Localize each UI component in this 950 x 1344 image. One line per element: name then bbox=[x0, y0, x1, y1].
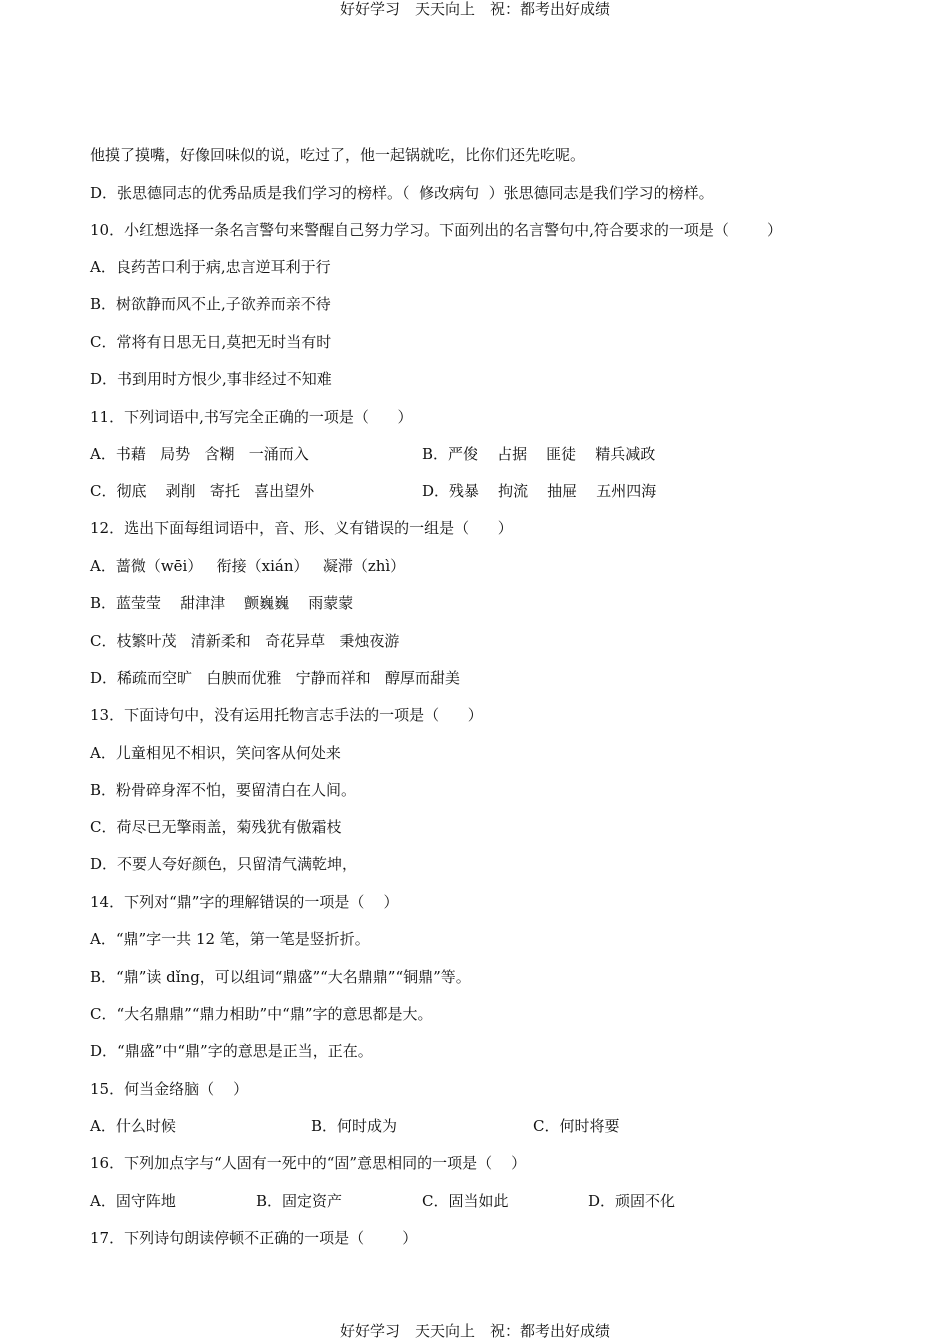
question-14: 14．下列对“鼎”字的理解错误的一项是（ ） bbox=[90, 893, 399, 911]
question-11: 11．下列词语中,书写完全正确的一项是（ ） bbox=[90, 408, 413, 426]
question-13: 13．下面诗句中，没有运用托物言志手法的一项是（ ） bbox=[90, 706, 483, 724]
q10-option-d: D．书到用时方恨少,事非经过不知难 bbox=[90, 370, 332, 388]
q13-option-c: C．荷尽已无擎雨盖，菊残犹有傲霜枝 bbox=[90, 818, 342, 836]
question-15: 15．何当金络脑（ ） bbox=[90, 1080, 249, 1098]
question-10: 10．小红想选择一条名言警句来警醒自己努力学习。下面列出的名言警句中,符合要求的一项是（ ） bbox=[90, 221, 783, 239]
q16-option-a: A．固守阵地 bbox=[90, 1192, 176, 1210]
q11-option-b: B．严俊 占据 匪徒 精兵减政 bbox=[422, 445, 656, 463]
q13-option-d: D．不要人夸好颜色，只留清气满乾坤， bbox=[90, 855, 358, 873]
q11-option-c: C．彻底 剥削 寄托 喜出望外 bbox=[90, 482, 315, 500]
q15-option-a: A．什么时候 bbox=[90, 1117, 176, 1135]
option-d-revised-sentence: D．张思德同志的优秀品质是我们学习的榜样。（ 修改病句 ）张思德同志是我们学习的榜样。 bbox=[90, 184, 714, 202]
q14-option-c: C．“大名鼎鼎”“鼎力相助”中“鼎”字的意思都是大。 bbox=[90, 1005, 433, 1023]
continuation-text: 他摸了摸嘴，好像回味似的说，吃过了，他一起锅就吃，比你们还先吃呢。 bbox=[90, 146, 586, 164]
question-16: 16．下列加点字与“人固有一死中的“固”意思相同的一项是（ ） bbox=[90, 1154, 527, 1172]
q16-option-d: D．顽固不化 bbox=[588, 1192, 676, 1210]
question-17: 17．下列诗句朗读停顿不正确的一项是（ ） bbox=[90, 1229, 418, 1247]
q16-option-b: B．固定资产 bbox=[256, 1192, 343, 1210]
q10-option-b: B．树欲静而风不止,子欲养而亲不待 bbox=[90, 295, 331, 313]
q14-option-d: D．“鼎盛”中“鼎”字的意思是正当，正在。 bbox=[90, 1042, 373, 1060]
q13-option-a: A．儿童相见不相识，笑问客从何处来 bbox=[90, 744, 341, 762]
q13-option-b: B．粉骨碎身浑不怕，要留清白在人间。 bbox=[90, 781, 357, 799]
page-footer: 好好学习 天天向上 祝：都考出好成绩 bbox=[339, 1322, 610, 1340]
q10-option-c: C．常将有日思无日,莫把无时当有时 bbox=[90, 333, 332, 351]
question-12: 12．选出下面每组词语中，音、形、义有错误的一组是（ ） bbox=[90, 519, 513, 537]
q16-option-c: C．固当如此 bbox=[422, 1192, 509, 1210]
q14-option-b: B．“鼎”读 dǐng，可以组词“鼎盛”“大名鼎鼎”“铜鼎”等。 bbox=[90, 968, 471, 986]
q10-option-a: A．良药苦口利于病,忠言逆耳利于行 bbox=[90, 258, 331, 276]
q11-option-a: A．书藉 局势 含糊 一涌而入 bbox=[90, 445, 309, 463]
q11-option-d: D．残暴 拘流 抽屉 五州四海 bbox=[422, 482, 657, 500]
q14-option-a: A．“鼎”字一共 12 笔，第一笔是竖折折。 bbox=[90, 930, 370, 948]
q12-option-a: A．蔷微（wēi） 衔接（xián） 凝滞（zhì） bbox=[90, 557, 406, 575]
q12-option-b: B．蓝莹莹 甜津津 颤巍巍 雨蒙蒙 bbox=[90, 594, 354, 612]
q15-option-b: B．何时成为 bbox=[311, 1117, 398, 1135]
q15-option-c: C．何时将要 bbox=[533, 1117, 620, 1135]
q12-option-d: D．稀疏而空旷 白腴而优雅 宁静而祥和 醇厚而甜美 bbox=[90, 669, 460, 687]
q12-option-c: C．枝繁叶茂 清新柔和 奇花异草 秉烛夜游 bbox=[90, 632, 400, 650]
page-header: 好好学习 天天向上 祝：都考出好成绩 bbox=[339, 0, 610, 18]
